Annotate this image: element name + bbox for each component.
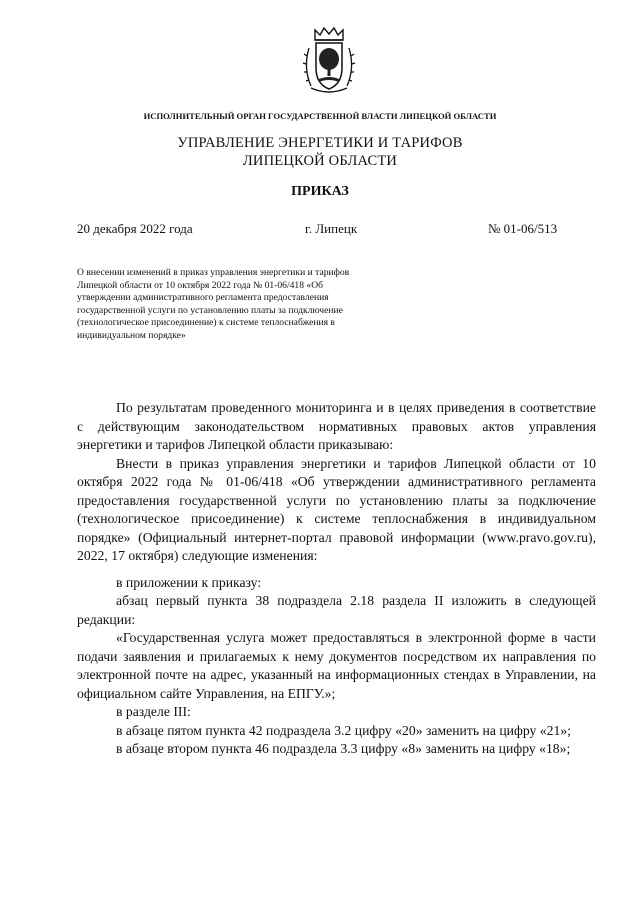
document-number: № 01-06/513 bbox=[488, 221, 558, 236]
body-paragraph: в абзаце пятом пункта 42 подраздела 3.2 цифру «20» заменить на цифру «21»; bbox=[116, 722, 571, 738]
document-type: ПРИКАЗ bbox=[291, 184, 349, 199]
body-paragraph: По результатам проведенного мониторинга и в целях приведения в соответствие с действующим законодательством нормативных правовых актов управления энергетики и тарифов Липецкой области приказываю: bbox=[77, 400, 596, 452]
body-paragraph: «Государственная услуга может предоставляться в электронной форме в части подачи заявления и прилагаемых к нему документов посредством их направления по электронной почте на адрес, указанный на информационных стендах в Управлении, на официальном сайте Управления, на ЕПГУ.»; bbox=[77, 630, 596, 701]
department-name bbox=[0, 134, 640, 170]
body-paragraph: в приложении к приказу: bbox=[116, 574, 262, 590]
body-paragraph: в абзаце втором пункта 46 подраздела 3.3 цифру «8» заменить на цифру «18»; bbox=[116, 741, 571, 756]
coat-of-arms-icon bbox=[301, 26, 357, 96]
document-subject: О внесении изменений в приказ управления энергетики и тарифов Липецкой области от 10 октября 2022 года № 01-06/418 «Об утверждении административного регламента предоставления государственной услуги по установлению платы за подключение (технологическое присоединение) к системе теплоснабжения в индивидуальном порядке» bbox=[77, 267, 350, 341]
document-body bbox=[77, 399, 596, 759]
document-date: 20 декабря 2022 года bbox=[77, 221, 193, 236]
body-paragraph: Внести в приказ управления энергетики и тарифов Липецкой области от 10 октября 2022 года № 01-06/418 «Об утверждении административного регламента предоставления государственной услуги по установлению платы за подключение (технологическое присоединение) к системе теплоснабжения в индивидуальном порядке» (Официальный интернет-портал правовой информации (www.pravo.gov.ru), 2022, 17 октября) следующие изменения: bbox=[77, 455, 596, 563]
document-city: г. Липецк bbox=[305, 221, 358, 236]
issuing-authority: ИСПОЛНИТЕЛЬНЫЙ ОРГАН ГОСУДАРСТВЕННОЙ ВЛАСТИ ЛИПЕЦКОЙ ОБЛАСТИ bbox=[143, 111, 497, 121]
body-paragraph: абзац первый пункта 38 подраздела 2.18 раздела II изложить в следующей редакции: bbox=[77, 593, 596, 627]
department-line-1: УПРАВЛЕНИЕ ЭНЕРГЕТИКИ И ТАРИФОВ bbox=[177, 135, 463, 151]
department-line-2: ЛИПЕЦКОЙ ОБЛАСТИ bbox=[242, 153, 398, 169]
body-paragraph: в разделе III: bbox=[116, 704, 191, 719]
